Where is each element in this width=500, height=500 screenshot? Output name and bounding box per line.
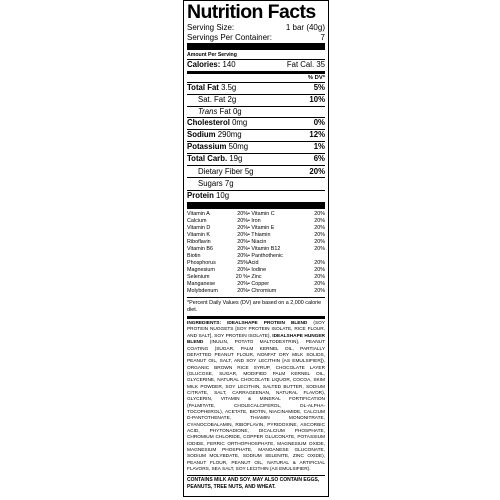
daily-value-header: % DV* [307, 75, 325, 81]
calories-value: 140 [222, 60, 236, 69]
vitamin-mineral-table [187, 209, 325, 298]
allergen-statement: CONTAINS MILK AND SOY. MAY ALSO CONTAIN EGGS, PEANUTS, TREE NUTS, AND WHEAT. [187, 477, 320, 490]
nutrient-label: Protein [187, 190, 214, 200]
fat-calories: Fat Cal. 35 [286, 60, 325, 69]
calories-row [187, 60, 325, 70]
ingredients-heading: INGREDIENTS: IDEALSHAPE PROTEIN BLEND [187, 321, 308, 327]
vitamin-name: Calcium [187, 217, 207, 224]
thick-divider [187, 43, 325, 50]
vitamin-name: • Panthothenic [248, 252, 283, 259]
nutrient-row-total-fat [187, 83, 325, 94]
nutrition-facts-panel [183, 0, 329, 497]
vitamin-dv: 20% [314, 231, 325, 238]
nutrient-label: Sodium [187, 130, 216, 140]
vitamin-dv: 20% [237, 231, 248, 238]
nutrient-amount: Fat 0g [219, 106, 242, 116]
nutrient-dv: 5% [313, 83, 325, 92]
vitamin-dv: 20% [314, 281, 325, 288]
nutrient-dv: 12% [309, 130, 325, 140]
vitamin-dv: 20% [237, 217, 248, 224]
vitamin-dv: 20% [314, 224, 325, 231]
vitamin-dv: 25% [237, 259, 248, 266]
vitamin-dv: 20% [237, 266, 248, 273]
vitamin-name: Riboflavin [187, 238, 211, 245]
nutrient-amount: 0mg [232, 118, 248, 128]
nutrient-label: Trans [198, 106, 218, 116]
vitamin-name: • Copper [248, 281, 270, 288]
ingredients-text [187, 319, 325, 475]
vitamin-name: • Vitamin B12 [248, 245, 281, 252]
servings-per-container-label: Servings Per Container: [187, 32, 272, 42]
ingredients-hunger-blend-heading: IDEALSHAPE HUNGER BLEND [187, 333, 325, 346]
thick-divider [187, 202, 325, 209]
nutrient-dv: 1% [313, 141, 325, 151]
vitamin-dv: 20% [314, 288, 325, 295]
vitamin-name: • Iodine [248, 266, 267, 273]
vitamin-name: • Iron [248, 217, 261, 224]
vitamin-name: Magnesium [187, 266, 215, 273]
vitamin-dv: 20% [237, 238, 248, 245]
nutrient-amount: 2g [227, 94, 237, 104]
nutrient-label: Potassium [187, 141, 227, 151]
nutrient-dv: 6% [313, 153, 325, 163]
vitamin-name: Molybdenum [187, 288, 218, 295]
nutrient-row-sodium [187, 130, 325, 141]
nutrient-amount: 5g [244, 166, 254, 176]
nutrient-amount: 3.5g [221, 83, 237, 92]
vitamin-dv: 20% [237, 281, 248, 288]
vitamin-dv: 20% [237, 252, 248, 259]
nutrient-label: Cholesterol [187, 118, 230, 128]
vitamin-name: Vitamin B6 [187, 245, 213, 252]
nutrient-label: Sugars [198, 179, 223, 189]
nutrient-label: Total Fat [187, 83, 219, 92]
vitamin-dv: 20% [314, 266, 325, 273]
vitamin-name: Vitamin A [187, 210, 210, 217]
serving-size-value: 1 bar (40g) [285, 23, 325, 32]
nutrient-row-sat-fat [187, 95, 325, 106]
vitamin-name: Vitamin D [187, 224, 211, 231]
nutrition-facts-title: Nutrition Facts [187, 1, 316, 23]
nutrient-amount: 19g [229, 153, 243, 163]
vitamin-name: • Thiamin [248, 231, 271, 238]
nutrient-row-potassium [187, 142, 325, 153]
vitamin-name: • Vitamin E [248, 224, 275, 231]
vitamin-dv: 20% [237, 210, 248, 217]
serving-size-row [187, 23, 325, 33]
calories-label: Calories: [187, 60, 221, 69]
vitamin-name: Biotin [187, 252, 201, 259]
vitamin-dv: 20% [237, 245, 248, 252]
vitamin-dv: 20% [237, 224, 248, 231]
nutrient-amount: 290mg [217, 130, 242, 140]
serving-size-label: Serving Size: [187, 23, 235, 32]
nutrient-label: Dietary Fiber [198, 166, 243, 176]
vitamin-name: • Niacin [248, 238, 267, 245]
nutrient-dv: 20% [309, 166, 325, 176]
vitamin-name: • Chromium [248, 288, 277, 295]
nutrient-amount: 50mg [228, 141, 249, 151]
servings-per-container-row [187, 33, 325, 43]
ingredients-remainder: (INULIN, POTATO MALTODEXTRIN), PEANUT COATING (SUGAR, PALM KERNEL OIL, PARTIALLY DEFATTED PEANUT FLOUR, NONFAT DRY MILK SOLIDS, PEANUT OIL, SALT, AND SOY LECITHIN [AS EMULSIFIER]), ORGANIC BROWN RICE SYRUP, CHOCOLATE LAYER (GLUCOSE, SUGAR, MODIFIED PALM KERNEL OIL, GLYCERINE, NATURAL CHOCOLATE LIQUOR, COCOA, SKIM MILK POWDER, SOY LECITHIN, SALTED BUTTER, SODIUM CITRATE, SALT, CARRAGEENAN, NATURAL FLAVOR), GLYCERIN, VITAMIN & MINERAL FORTIFICATION (PALMITATE, CHOLECALCIFEROL, DL-ALPHA-TOCOPHEROL), ACETATE, BIOTIN, NIACINAMIDE, CALCIUM D-PANTOTHENATE, THIAMIN MONONITRATE, CYANOCOBALAMIN, RIBOFLAVIN, PYRIDOXINE, ASCORBIC ACID, PHYTONADIONE, DICALCIUM PHOSPHATE, CHROMIUM CHLORIDE, COPPER GLUCONATE, POTASSIUM IODIDE, FERRIC ORTHOPHOSPHATE, MAGNESIUM OXIDE, MAGNESIUM PHOSPHATE, MANGANESE GLUCONATE, SODIUM MOLYBDATE, SODIUM SELENITE, ZINC OXIDE), PEANUT FLOUR, PEANUT OIL, NATURAL & ARTIFICIAL FLAVORS, SEA SALT, SOY LECITHIN (AS EMULSIFIER). [187, 340, 325, 473]
vitamin-dv: 20 % [235, 273, 248, 280]
daily-value-footnote: *Percent Daily Values (DV) are based on a 2,000 calorie diet. [187, 300, 322, 314]
nutrient-row-cholesterol [187, 118, 325, 129]
vitamin-name: • Vitamin C [248, 210, 275, 217]
vitamin-name: Phosphorus [187, 259, 216, 266]
vitamin-name: • Zinc [248, 273, 262, 280]
nutrient-dv: 0% [313, 118, 325, 128]
vitamin-dv: 20% [314, 217, 325, 224]
nutrient-row-protein [187, 191, 325, 202]
nutrient-label: Total Carb. [187, 153, 228, 163]
vitamin-name: Acid [248, 259, 259, 266]
nutrient-dv: 10% [309, 94, 325, 104]
nutrient-label: Sat. Fat [198, 94, 226, 104]
nutrient-row-trans-fat [187, 107, 325, 118]
nutrient-amount: 7g [224, 179, 234, 189]
vitamin-dv: 20% [314, 259, 325, 266]
vitamin-name: Vitamin K [187, 231, 210, 238]
nutrient-amount: 10g [216, 190, 230, 200]
vitamin-name: Manganese [187, 281, 216, 288]
vitamin-name: Selenium [187, 273, 210, 280]
vitamin-dv [292, 253, 325, 260]
vitamin-dv: 20% [314, 273, 325, 280]
nutrient-row-sugars [187, 178, 325, 190]
vitamin-dv: 20% [314, 245, 325, 252]
vitamin-dv: 20% [237, 288, 248, 295]
ingredients-protein-blend: (SOY PROTEIN NUGGETS [SOY PROTEIN ISOLATE, RICE FLOUR, AND SALT], SOY PROTEIN ISOLATE), [187, 321, 325, 339]
nutrient-row-dietary-fiber [187, 166, 325, 178]
vitamin-dv: 20% [314, 238, 325, 245]
amount-per-serving: Amount Per Serving [187, 52, 237, 58]
servings-per-container-value: 7 [320, 32, 325, 42]
vitamin-dv: 20% [314, 210, 325, 217]
nutrient-row-total-carb [187, 154, 325, 165]
